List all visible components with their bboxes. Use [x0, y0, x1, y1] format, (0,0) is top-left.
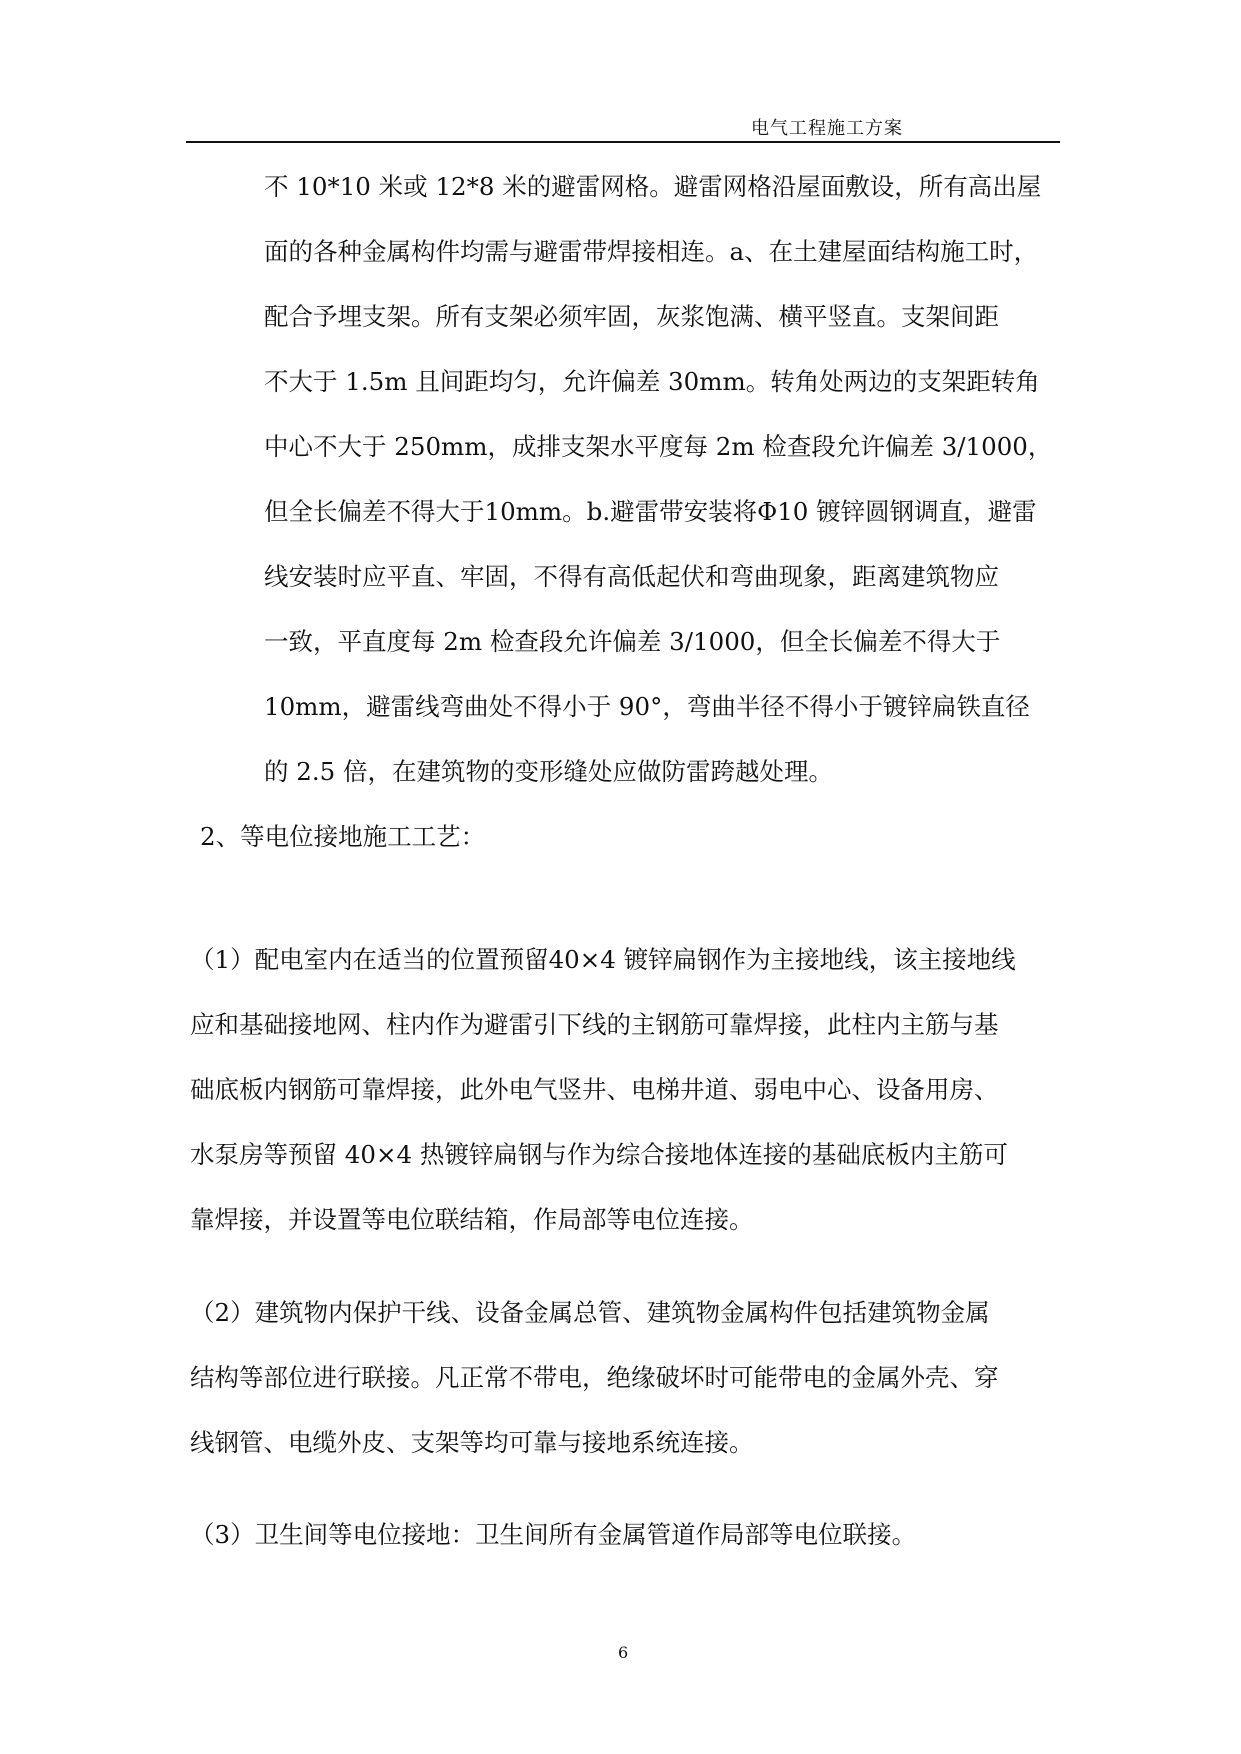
- paragraph-line: （2）建筑物内保护干线、设备金属总管、建筑物金属构件包括建筑物金属: [190, 1298, 990, 1327]
- paragraph-line: 配合予埋支架。所有支架必须牢固，灰浆饱满、横平竖直。支架间距: [264, 302, 999, 331]
- paragraph-line: （1）配电室内在适当的位置预留40×4 镀锌扁钢作为主接地线，该主接地线: [190, 945, 1016, 974]
- paragraph-line: 中心不大于 250mm，成排支架水平度每 2m 检查段允许偏差 3/1000，: [264, 432, 1053, 461]
- page-number: 6: [618, 1643, 629, 1662]
- paragraph-line: 但全长偏差不得大于10mm。b.避雷带安装将Φ10 镀锌圆钢调直，避雷: [264, 497, 1037, 526]
- paragraph-line: 结构等部位进行联接。凡正常不带电，绝缘破坏时可能带电的金属外壳、穿: [190, 1363, 999, 1392]
- paragraph-line: 不 10*10 米或 12*8 米的避雷网格。避雷网格沿屋面敷设，所有高出屋: [264, 172, 1042, 201]
- paragraph-line: （3）卫生间等电位接地：卫生间所有金属管道作局部等电位联接。: [190, 1520, 917, 1549]
- paragraph-line: 的 2.5 倍，在建筑物的变形缝处应做防雷跨越处理。: [264, 757, 834, 786]
- paragraph-line: 不大于 1.5m 且间距均匀，允许偏差 30mm。转角处两边的支架距转角: [264, 367, 1040, 396]
- paragraph-line: 础底板内钢筋可靠焊接，此外电气竖井、电梯井道、弱电中心、设备用房、: [190, 1075, 999, 1104]
- paragraph-line: 线钢管、电缆外皮、支架等均可靠与接地系统连接。: [190, 1428, 754, 1457]
- paragraph-line: 线安装时应平直、牢固，不得有高低起伏和弯曲现象，距离建筑物应: [264, 562, 999, 591]
- paragraph-line: 面的各种金属构件均需与避雷带焊接相连。a、在土建屋面结构施工时，: [264, 237, 1039, 266]
- section-heading: 2、等电位接地施工工艺：: [200, 822, 486, 851]
- paragraph-line: 一致，平直度每 2m 检查段允许偏差 3/1000，但全长偏差不得大于: [264, 627, 1001, 656]
- paragraph-line: 水泵房等预留 40×4 热镀锌扁钢与作为综合接地体连接的基础底板内主筋可: [190, 1140, 1008, 1169]
- paragraph-line: 应和基础接地网、柱内作为避雷引下线的主钢筋可靠焊接，此柱内主筋与基: [190, 1010, 999, 1039]
- page-header-title: 电气工程施工方案: [751, 118, 903, 139]
- paragraph-line: 靠焊接，并设置等电位联结箱，作局部等电位连接。: [190, 1205, 754, 1234]
- paragraph-line: 10mm，避雷线弯曲处不得小于 90°，弯曲半径不得小于镀锌扁铁直径: [264, 692, 1030, 721]
- header-rule: [186, 141, 1060, 143]
